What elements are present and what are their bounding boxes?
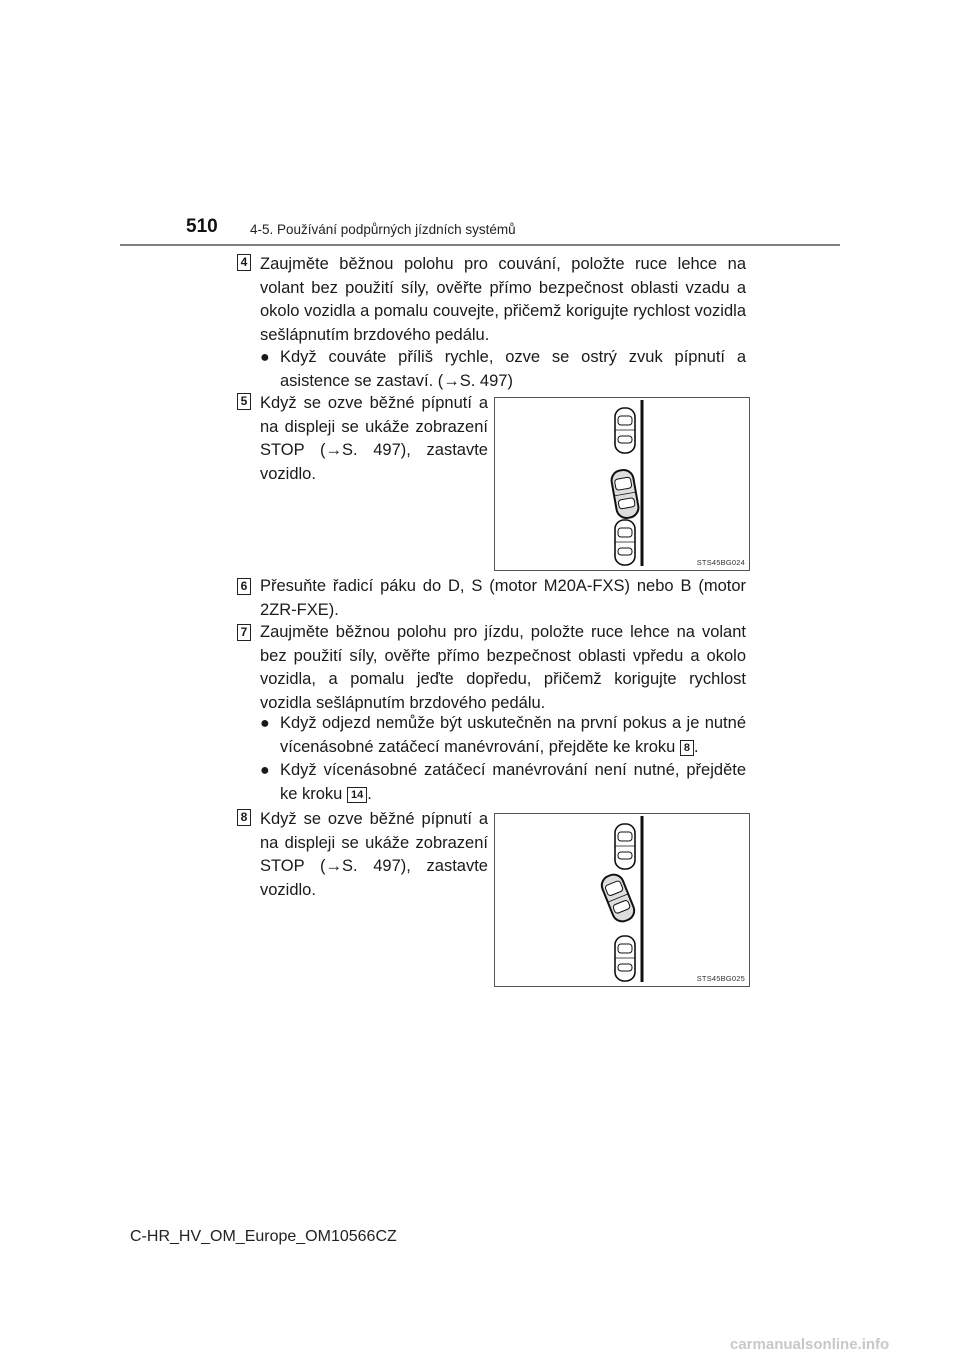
car-front-icon — [615, 824, 635, 869]
step-badge-8: 8 — [237, 809, 251, 826]
parking-illustration-1 — [494, 397, 750, 571]
step-ref-badge: 14 — [347, 787, 367, 803]
step-7-bullet-2 — [260, 759, 746, 806]
step-4-bullet-1 — [260, 346, 746, 393]
bullet-dot-icon: ● — [260, 762, 270, 779]
step-7-text: Zaujměte běžnou polohu pro jízdu, položte ruce lehce na volant bez použití síly, ověřte přímo bezpečnost oblasti vpředu a okolo vozidla, a pomalu jeďte dopředu, přičemž korigujte rychlost vozidla sešlápnutím brzdového pedálu. — [260, 623, 746, 713]
car-rear-icon — [615, 936, 635, 981]
bullet-text: Když couváte příliš rychle, ozve se ostrý zvuk pípnutí a asistence se zastaví. (→S. 497) — [280, 348, 746, 390]
step-4-text: Zaujměte běžnou polohu pro couvání, položte ruce lehce na volant bez použití síly, ověřte přímo bezpečnost oblasti vzadu a okolo vozidla a pomalu couvejte, přičemž korigujte rychlost vozidla sešlápnutím brzdového pedálu. — [260, 255, 746, 345]
step-badge-6: 6 — [237, 578, 251, 595]
step-5-text: Když se ozve běžné pípnutí a na displeji se ukáže zobrazení STOP (→S. 497), zastavte vozidlo. — [260, 394, 488, 484]
step-badge-4: 4 — [237, 254, 251, 271]
step-8-text: Když se ozve běžné pípnutí a na displeji se ukáže zobrazení STOP (→S. 497), zastavte vozidlo. — [260, 810, 488, 900]
figure-code: STS45BG024 — [696, 558, 745, 567]
step-7-bullet-1 — [260, 712, 746, 759]
parking-illustration-2 — [494, 813, 750, 987]
step-badge-5: 5 — [237, 393, 251, 410]
car-moving-icon — [610, 468, 640, 519]
reverse-parking-diagram — [495, 398, 749, 570]
section-title: 4-5. Používání podpůrných jízdních systémů — [250, 222, 516, 237]
car-front-icon — [615, 408, 635, 453]
header-rule — [120, 244, 840, 246]
bullet-dot-icon: ● — [260, 715, 270, 732]
figure-code: STS45BG025 — [696, 974, 745, 983]
step-6-text: Přesuňte řadicí páku do D, S (motor M20A-FXS) nebo B (motor 2ZR-FXE). — [260, 577, 746, 619]
step-badge-7: 7 — [237, 624, 251, 641]
bullet-text: Když vícenásobné zatáčecí manévrování není nutné, přejděte ke kroku 14 . — [280, 761, 746, 803]
car-rear-icon — [615, 520, 635, 565]
page-number: 510 — [186, 216, 218, 237]
forward-parking-diagram — [495, 814, 749, 986]
bullet-dot-icon: ● — [260, 349, 270, 366]
bullet-text: Když odjezd nemůže být uskutečněn na první pokus a je nutné vícenásobné zatáčecí manévrování, přejděte ke kroku 8 . — [280, 714, 746, 756]
car-moving-icon — [599, 872, 637, 925]
step-ref-badge: 8 — [680, 740, 694, 756]
document-code: C-HR_HV_OM_Europe_OM10566CZ — [130, 1228, 397, 1245]
watermark: carmanualsonline.info — [730, 1336, 890, 1353]
